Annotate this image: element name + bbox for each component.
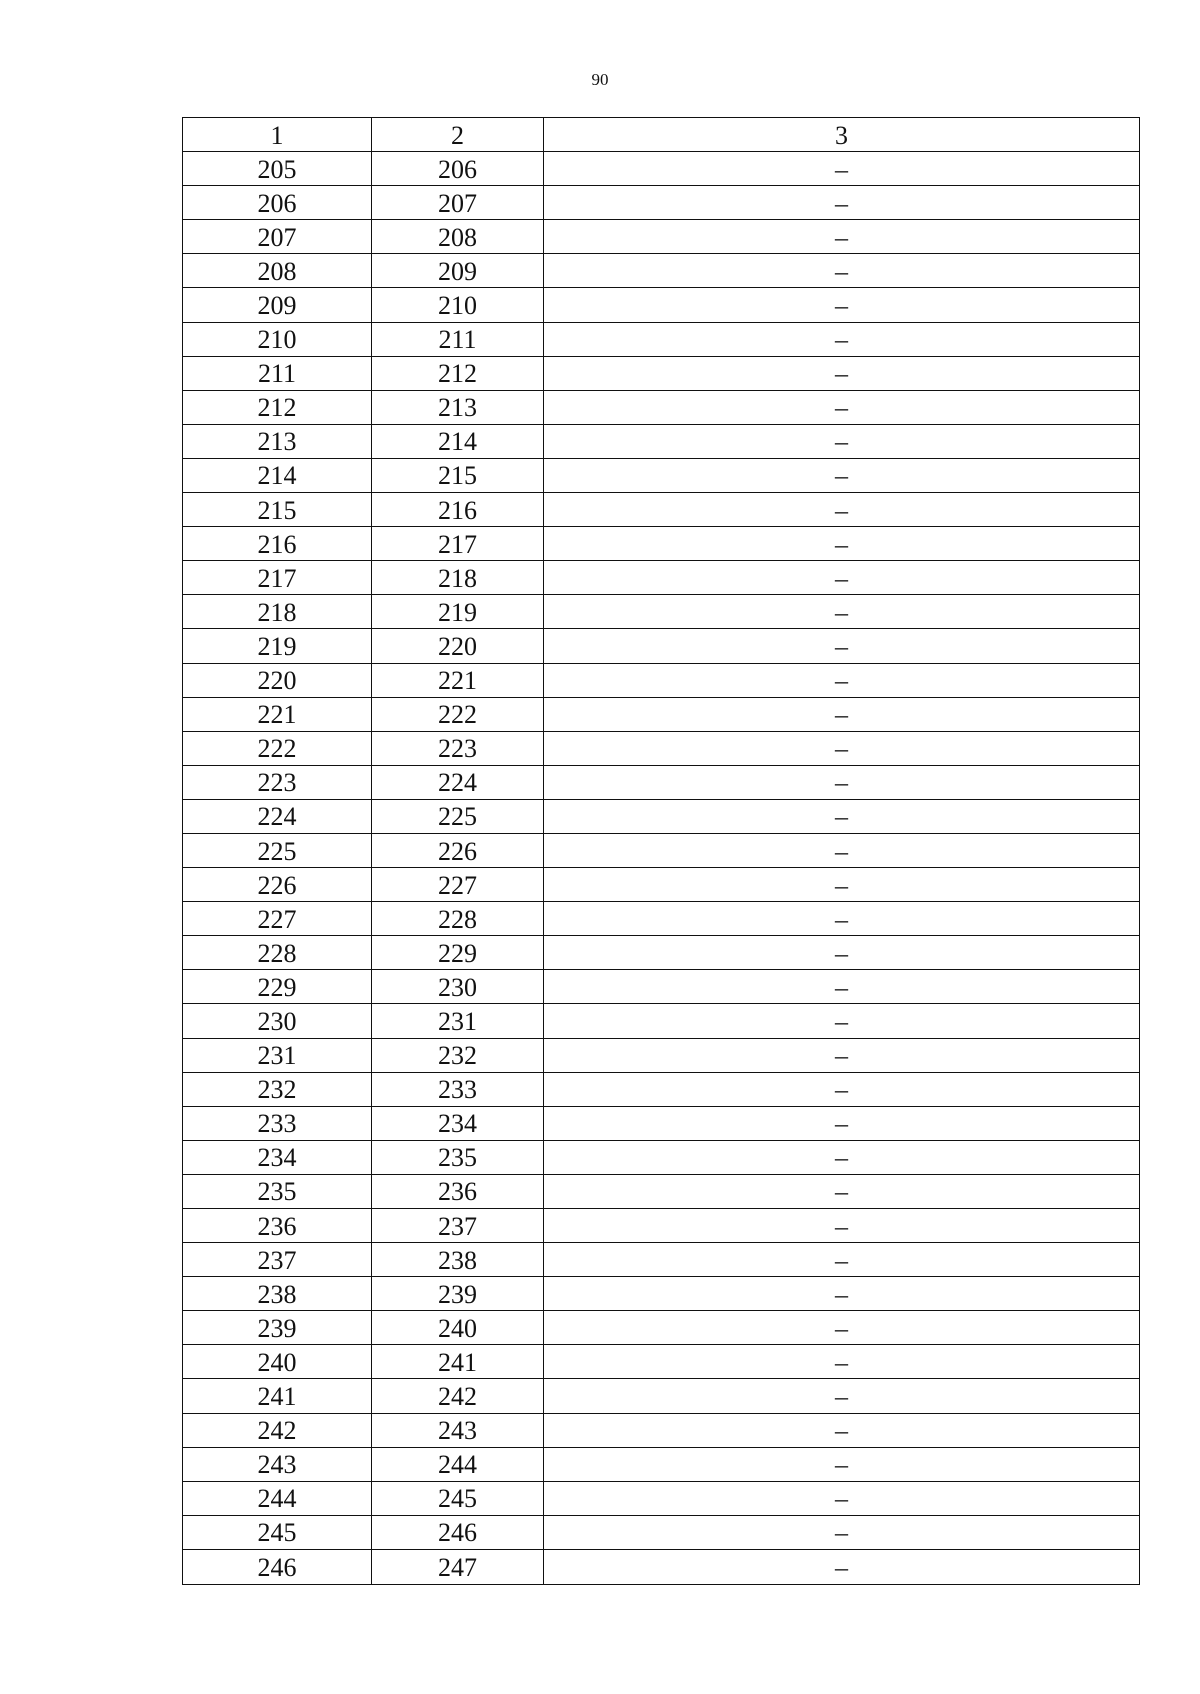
table-cell-col-3: –: [835, 1109, 848, 1139]
table-row: [183, 970, 1139, 1004]
table-cell-col-2: 207: [372, 186, 544, 219]
table-cell-col-1: 211: [183, 357, 372, 390]
table-cell-col-2: 227: [372, 868, 544, 901]
table-row: [183, 561, 1139, 595]
table-row: [183, 357, 1139, 391]
table-cell-col-2: 214: [372, 425, 544, 458]
table-cell-col-3: –: [835, 1450, 848, 1480]
table-cell-col-2: 232: [372, 1039, 544, 1072]
table-row: [183, 152, 1139, 186]
table-cell-col-3: –: [835, 938, 848, 968]
table-cell-col-3: –: [835, 1006, 848, 1036]
table-cell-col-2: 230: [372, 970, 544, 1003]
table-cell-col-2: 217: [372, 527, 544, 560]
table-cell-col-2: 225: [372, 800, 544, 833]
table-cell-col-1: 245: [183, 1516, 372, 1549]
table-cell-col-2: 228: [372, 902, 544, 935]
table-row: [183, 1311, 1139, 1345]
table-cell-col-2: 213: [372, 391, 544, 424]
table-cell-col-2: 220: [372, 629, 544, 662]
table-cell-col-1: 225: [183, 834, 372, 867]
table-cell-col-3: –: [835, 700, 848, 730]
table-cell-col-1: 213: [183, 425, 372, 458]
table-row: [183, 664, 1139, 698]
table-cell-col-1: 216: [183, 527, 372, 560]
table-cell-col-3: –: [835, 1347, 848, 1377]
table-cell-col-3: –: [835, 836, 848, 866]
table-cell-col-1: 239: [183, 1311, 372, 1344]
table-row: [183, 1175, 1139, 1209]
table-row: [183, 1141, 1139, 1175]
table-row: [183, 698, 1139, 732]
table-row: [183, 936, 1139, 970]
table-cell-col-2: 246: [372, 1516, 544, 1549]
column-header-1: 1: [183, 118, 372, 151]
table-cell-col-3: –: [835, 222, 848, 252]
table-cell-col-1: 230: [183, 1004, 372, 1037]
table-cell-col-1: 207: [183, 220, 372, 253]
table-cell-col-3: –: [835, 597, 848, 627]
table-cell-col-3: –: [835, 393, 848, 423]
table-row: [183, 1414, 1139, 1448]
table-cell-col-1: 214: [183, 459, 372, 492]
table-cell-col-1: 229: [183, 970, 372, 1003]
table-cell-col-2: 236: [372, 1175, 544, 1208]
table-cell-col-1: 236: [183, 1209, 372, 1242]
table-cell-col-1: 231: [183, 1039, 372, 1072]
page-number: 90: [591, 70, 609, 89]
table-row: [183, 868, 1139, 902]
table-cell-col-3: –: [835, 1177, 848, 1207]
table-cell-col-2: 242: [372, 1379, 544, 1412]
table-cell-col-2: 226: [372, 834, 544, 867]
table-cell-col-3: –: [835, 1518, 848, 1548]
table-cell-col-3: –: [835, 666, 848, 696]
table-cell-col-2: 206: [372, 152, 544, 185]
table-cell-col-3: –: [835, 1143, 848, 1173]
table-cell-col-2: 216: [372, 493, 544, 526]
table-cell-col-3: –: [835, 1041, 848, 1071]
table-cell-col-1: 243: [183, 1448, 372, 1481]
table-cell-col-3: –: [835, 154, 848, 184]
table-cell-col-2: 240: [372, 1311, 544, 1344]
table-cell-col-1: 217: [183, 561, 372, 594]
table-cell-col-1: 240: [183, 1345, 372, 1378]
table-cell-col-1: 233: [183, 1107, 372, 1140]
table-cell-col-2: 221: [372, 664, 544, 697]
table-row: [183, 459, 1139, 493]
table-cell-col-3: –: [835, 461, 848, 491]
table-cell-col-1: 238: [183, 1277, 372, 1310]
table-cell-col-2: 224: [372, 766, 544, 799]
table-cell-col-2: 237: [372, 1209, 544, 1242]
table-row: [183, 902, 1139, 936]
table-row: [183, 493, 1139, 527]
table-cell-col-1: 228: [183, 936, 372, 969]
table-cell-col-2: 229: [372, 936, 544, 969]
table-cell-col-1: 219: [183, 629, 372, 662]
table-cell-col-2: 238: [372, 1243, 544, 1276]
table-cell-col-1: 244: [183, 1482, 372, 1515]
table-cell-col-1: 222: [183, 732, 372, 765]
table-cell-col-2: 212: [372, 357, 544, 390]
table-cell-col-2: 234: [372, 1107, 544, 1140]
table-row: [183, 288, 1139, 322]
table-cell-col-3: –: [835, 802, 848, 832]
table-row: [183, 629, 1139, 663]
table-cell-col-1: 205: [183, 152, 372, 185]
table-cell-col-3: –: [835, 1484, 848, 1514]
table-row: [183, 527, 1139, 561]
table-cell-col-3: –: [835, 1279, 848, 1309]
table-row: [183, 220, 1139, 254]
table-cell-col-1: 226: [183, 868, 372, 901]
table-cell-col-2: 218: [372, 561, 544, 594]
table-row: [183, 1209, 1139, 1243]
table-cell-col-1: 223: [183, 766, 372, 799]
table-row: [183, 1379, 1139, 1413]
table-cell-col-2: 235: [372, 1141, 544, 1174]
table-cell-col-3: –: [835, 1075, 848, 1105]
table-cell-col-3: –: [835, 768, 848, 798]
table-cell-col-1: 206: [183, 186, 372, 219]
table-header-row: [183, 118, 1139, 152]
table-row: [183, 1073, 1139, 1107]
column-header-3: 3: [835, 120, 848, 150]
table-cell-col-1: 234: [183, 1141, 372, 1174]
table-cell-col-3: –: [835, 529, 848, 559]
table-cell-col-2: 222: [372, 698, 544, 731]
table-cell-col-2: 243: [372, 1414, 544, 1447]
table-row: [183, 766, 1139, 800]
table-row: [183, 834, 1139, 868]
table-cell-col-3: –: [835, 1552, 848, 1582]
table-cell-col-2: 215: [372, 459, 544, 492]
table-cell-col-2: 223: [372, 732, 544, 765]
table-cell-col-1: 212: [183, 391, 372, 424]
table-row: [183, 1039, 1139, 1073]
table-row: [183, 1004, 1139, 1038]
table-row: [183, 391, 1139, 425]
table-cell-col-3: –: [835, 1416, 848, 1446]
table-cell-col-3: –: [835, 427, 848, 457]
table-row: [183, 1277, 1139, 1311]
table-cell-col-3: –: [835, 972, 848, 1002]
table-cell-col-1: 242: [183, 1414, 372, 1447]
table-cell-col-3: –: [835, 563, 848, 593]
table-cell-col-2: 210: [372, 288, 544, 321]
table-cell-col-3: –: [835, 291, 848, 321]
table-cell-col-2: 247: [372, 1550, 544, 1584]
table-cell-col-1: 210: [183, 323, 372, 356]
table-row: [183, 1345, 1139, 1379]
table-row: [183, 1516, 1139, 1550]
table-cell-col-3: –: [835, 325, 848, 355]
table-cell-col-2: 219: [372, 595, 544, 628]
table-cell-col-1: 218: [183, 595, 372, 628]
table-cell-col-1: 232: [183, 1073, 372, 1106]
table-cell-col-2: 239: [372, 1277, 544, 1310]
table-cell-col-1: 208: [183, 254, 372, 287]
table-cell-col-2: 231: [372, 1004, 544, 1037]
table-row: [183, 800, 1139, 834]
table-row: [183, 1550, 1139, 1584]
table-row: [183, 425, 1139, 459]
table-cell-col-2: 209: [372, 254, 544, 287]
table-cell-col-1: 227: [183, 902, 372, 935]
table-cell-col-1: 237: [183, 1243, 372, 1276]
table-cell-col-2: 233: [372, 1073, 544, 1106]
table-cell-col-1: 215: [183, 493, 372, 526]
table-row: [183, 1448, 1139, 1482]
table-cell-col-1: 220: [183, 664, 372, 697]
table-cell-col-3: –: [835, 1382, 848, 1412]
data-table: [182, 117, 1140, 1585]
table-row: [183, 323, 1139, 357]
table-cell-col-3: –: [835, 734, 848, 764]
table-row: [183, 1243, 1139, 1277]
table-cell-col-3: –: [835, 631, 848, 661]
table-cell-col-1: 221: [183, 698, 372, 731]
table-cell-col-3: –: [835, 1313, 848, 1343]
table-cell-col-1: 224: [183, 800, 372, 833]
table-cell-col-1: 241: [183, 1379, 372, 1412]
table-cell-col-2: 245: [372, 1482, 544, 1515]
table-cell-col-3: –: [835, 256, 848, 286]
table-row: [183, 732, 1139, 766]
table-cell-col-3: –: [835, 904, 848, 934]
table-row: [183, 1482, 1139, 1516]
table-row: [183, 1107, 1139, 1141]
table-cell-col-3: –: [835, 1245, 848, 1275]
table-row: [183, 595, 1139, 629]
table-cell-col-3: –: [835, 188, 848, 218]
table-cell-col-2: 241: [372, 1345, 544, 1378]
table-cell-col-1: 209: [183, 288, 372, 321]
table-cell-col-3: –: [835, 1211, 848, 1241]
table-cell-col-2: 211: [372, 323, 544, 356]
table-cell-col-2: 208: [372, 220, 544, 253]
table-cell-col-1: 246: [183, 1550, 372, 1584]
column-header-2: 2: [372, 118, 544, 151]
table-cell-col-3: –: [835, 495, 848, 525]
table-cell-col-1: 235: [183, 1175, 372, 1208]
table-cell-col-3: –: [835, 870, 848, 900]
table-cell-col-3: –: [835, 359, 848, 389]
table-row: [183, 254, 1139, 288]
table-row: [183, 186, 1139, 220]
table-cell-col-2: 244: [372, 1448, 544, 1481]
